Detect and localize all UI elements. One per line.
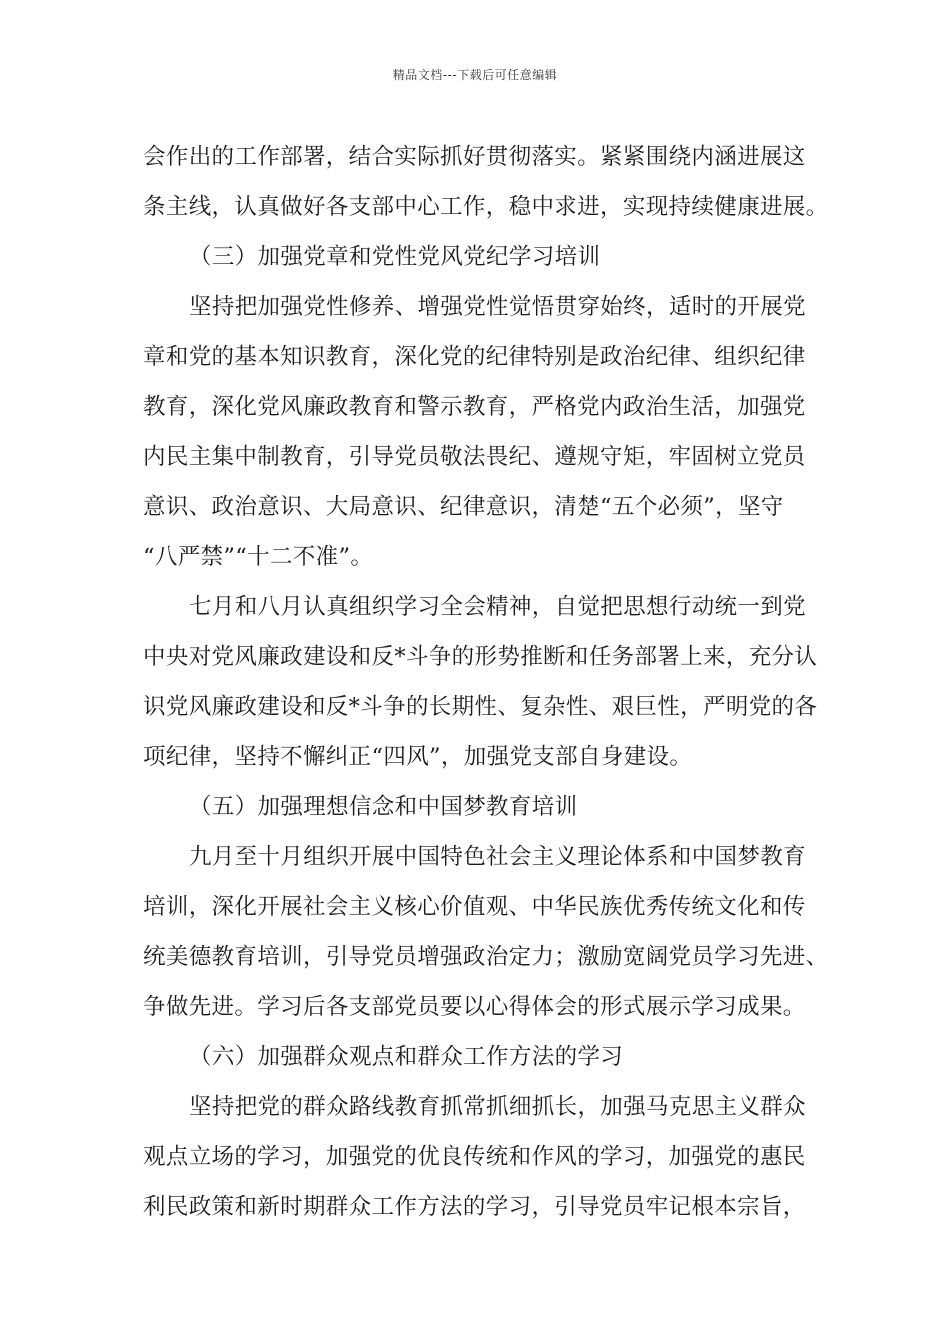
body-text-line: 章和党的基本知识教育，深化党的纪律特别是政治纪律、组织纪律: [143, 344, 806, 370]
body-text-line: 内民主集中制教育，引导党员敬法畏纪、遵规守矩，牢固树立党员: [143, 444, 806, 470]
section-heading-3: （三）加强党章和党性党风党纪学习培训: [189, 244, 601, 270]
body-text-line: 会作出的工作部署，结合实际抓好贯彻落实。紧紧围绕内涵进展这: [143, 144, 806, 170]
body-text-line: 培训，深化开展社会主义核心价值观、中华民族优秀传统文化和传: [143, 894, 806, 920]
paragraph-first-line: 坚持把加强党性修养、增强党性觉悟贯穿始终，适时的开展党: [189, 294, 806, 320]
body-text-line: 观点立场的学习，加强党的优良传统和作风的学习，加强党的惠民: [143, 1144, 806, 1170]
section-heading-5: （五）加强理想信念和中国梦教育培训: [189, 794, 578, 820]
body-text-line: “八严禁”“十二不准”。: [143, 544, 374, 570]
paragraph-first-line: 七月和八月认真组织学习全会精神，自觉把思想行动统一到党: [189, 594, 806, 620]
body-text-line: 识党风廉政建设和反*斗争的长期性、复杂性、艰巨性，严明党的各: [143, 694, 818, 720]
body-text-line: 争做先进。学习后各支部党员要以心得体会的形式展示学习成果。: [143, 994, 806, 1020]
body-text-line: 利民政策和新时期群众工作方法的学习，引导党员牢记根本宗旨，: [143, 1194, 806, 1220]
body-text-line: 统美德教育培训，引导党员增强政治定力；激励宽阔党员学习先进、: [143, 944, 829, 970]
paragraph-first-line: 坚持把党的群众路线教育抓常抓细抓长，加强马克思主义群众: [189, 1094, 806, 1120]
body-text-line: 教育，深化党风廉政教育和警示教育，严格党内政治生活，加强党: [143, 394, 806, 420]
body-text-line: 中央对党风廉政建设和反*斗争的形势推断和任务部署上来，充分认: [143, 644, 818, 670]
body-text-line: 条主线，认真做好各支部中心工作，稳中求进，实现持续健康进展。: [143, 194, 829, 220]
page-header: 精品文档---下载后可任意编辑: [392, 68, 558, 82]
document-body: [143, 132, 829, 1232]
paragraph-first-line: 九月至十月组织开展中国特色社会主义理论体系和中国梦教育: [189, 844, 806, 870]
body-text-line: 意识、政治意识、大局意识、纪律意识，清楚“五个必须”，坚守: [143, 494, 784, 520]
body-text-line: 项纪律，坚持不懈纠正“四风”，加强党支部自身建设。: [143, 744, 693, 770]
section-heading-6: （六）加强群众观点和群众工作方法的学习: [189, 1044, 624, 1070]
